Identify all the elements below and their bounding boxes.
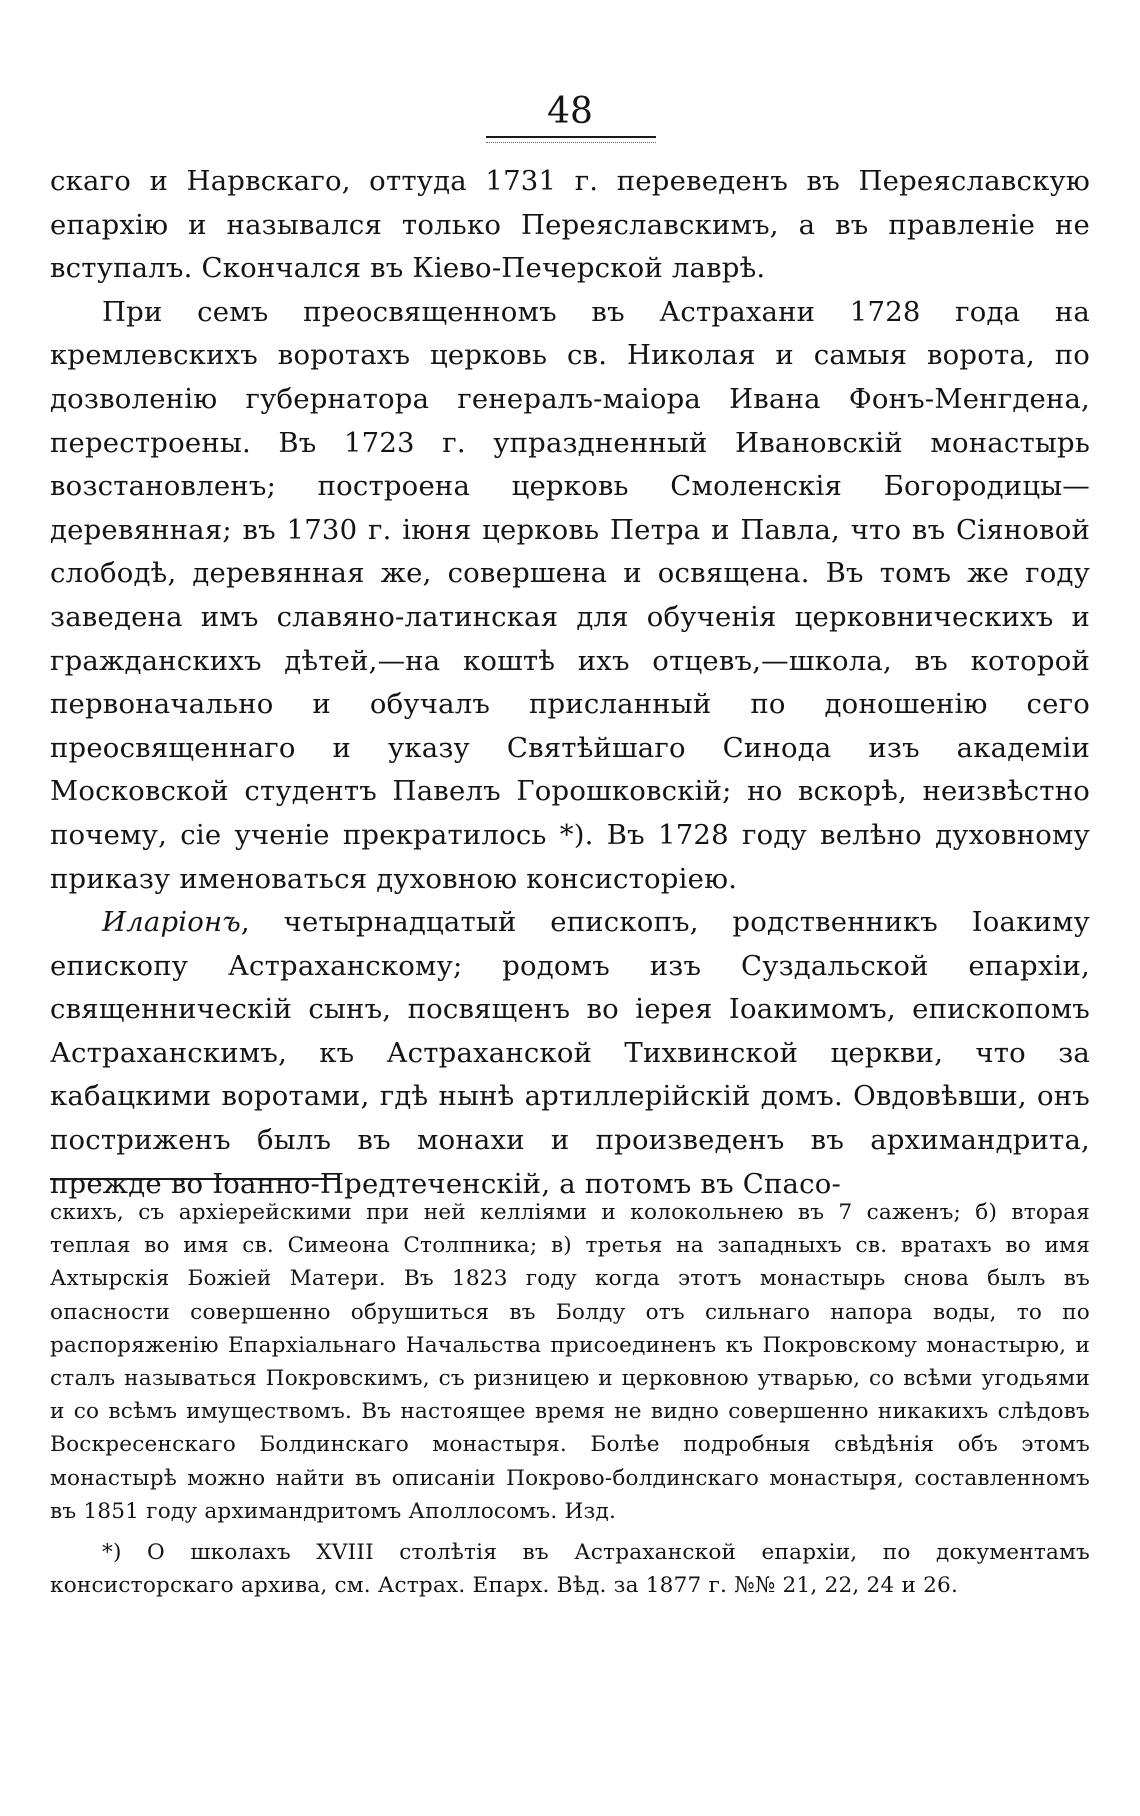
paragraph-illarion-text: , четырнадцатый епископъ, родственникъ Іоакиму епископу Астраханскому; родомъ изъ Суздальской епархіи, священническій сынъ, посвященъ во іерея Іоакимомъ, епископомъ Астраханскимъ, къ Астраханской Тихвинской церкви, что за кабацкими воротами, гдѣ нынѣ артиллерійскій домъ. Овдовѣвши, онъ постриженъ былъ въ монахи и произведенъ въ архимандрита, прежде во Іоанно-Предтеченскій, а потомъ въ Спасо- bbox=[50, 906, 1090, 1200]
footnote-continued: скихъ, съ архіерейскими при ней келліями и колокольнею въ 7 саженъ; б) вторая теплая во имя св. Симеона Столпника; в) третья на западныхъ св. вратахъ во имя Ахтырскія Божіей Матери. Въ 1823 году когда этотъ монастырь снова былъ въ опасности совершенно обрушиться въ Болду отъ сильнаго напора воды, то по распоряженію Епархіальнаго Начальства присоединенъ къ Покровскому монастырю, и сталъ называться Покровскимъ, съ ризницею и церковною утварью, со всѣми угодьями и со всѣмъ имуществомъ. Въ настоящее время не видно совершенно никакихъ слѣдовъ Воскресенскаго Болдинскаго монастыря. Болѣе подробныя свѣдѣнія объ этомъ монастырѣ можно найти въ описаніи Покрово-болдинскаго монастыря, составленномъ въ 1851 году архимандритомъ Аполлосомъ. Изд. bbox=[50, 1200, 1090, 1524]
paragraph-continuation: скаго и Нарвскаго, оттуда 1731 г. переведенъ въ Переяславскую епархію и назывался только Переяславскимъ, а въ правленіе не вступалъ. Скончался въ Кіево-Печерской лаврѣ. bbox=[50, 165, 1090, 285]
bishop-name: Иларіонъ bbox=[102, 906, 241, 939]
page-number-underline bbox=[486, 136, 656, 138]
footnote-star: *) О школахъ XVIII столѣтія въ Астраханской епархіи, по документамъ консисторскаго архива, см. Астрах. Епарх. Вѣд. за 1877 г. №№ 21, 22, 24 и 26. bbox=[50, 1540, 1090, 1599]
footnotes bbox=[50, 1196, 1090, 1602]
page-number-dotted-rule bbox=[486, 142, 656, 143]
page-number: 48 bbox=[547, 91, 593, 132]
paragraph-astrakhan-1728: При семъ преосвященномъ въ Астрахани 1728 года на кремлевскихъ воротахъ церковь св. Николая и самыя ворота, по дозволенію губернатора генералъ-маіора Ивана Фонъ-Менгдена, перестроены. Въ 1723 г. упраздненный Ивановскій монастырь возстановленъ; построена церковь Смоленскія Богородицы—деревянная; въ 1730 г. іюня церковь Петра и Павла, что въ Сіяновой слободѣ, деревянная же, совершена и освящена. Въ томъ же году заведена имъ славяно-латинская для обученія церковническихъ и гражданскихъ дѣтей,—на коштѣ ихъ отцевъ,—школа, въ которой первоначально и обучалъ присланный по доношенію сего преосвященнаго и указу Святѣйшаго Синода изъ академіи Московской студентъ Павелъ Горошковскій; но вскорѣ, неизвѣстно почему, сіе ученіе прекратилось *). Въ 1728 году велѣно духовному приказу именоваться духовною консисторіею. bbox=[50, 295, 1090, 895]
footnote-separator bbox=[50, 1178, 340, 1180]
paragraph-illarion bbox=[50, 901, 1090, 1206]
main-text bbox=[50, 160, 1090, 1206]
